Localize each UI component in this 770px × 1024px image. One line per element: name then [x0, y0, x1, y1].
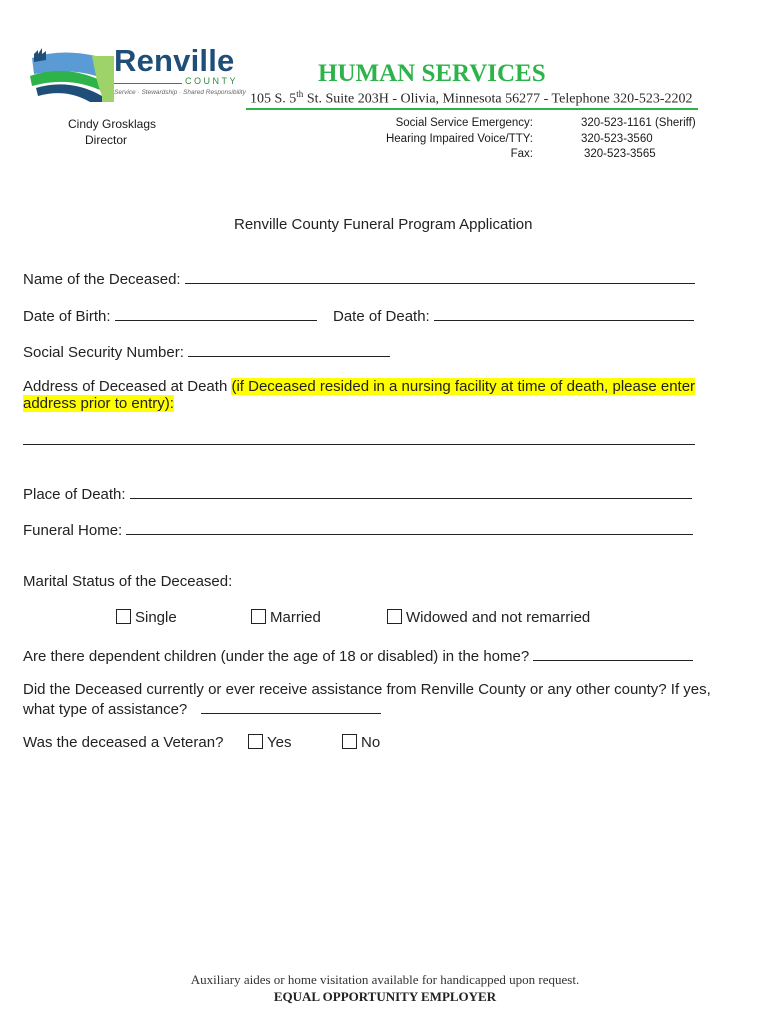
contact-value-emergency: 320-523-1161 (Sheriff) [581, 117, 696, 129]
married-label: Married [270, 609, 321, 626]
married-checkbox[interactable] [251, 609, 266, 624]
logo-tagline: Service · Stewardship · Shared Responsibility [114, 89, 246, 96]
single-checkbox[interactable] [116, 609, 131, 624]
dob-row [23, 306, 317, 325]
ssn-row [23, 342, 390, 361]
contact-label-tty: Hearing Impaired Voice/TTY: [385, 133, 533, 145]
address-label: Address of Deceased at Death [23, 378, 232, 395]
funeral-home-row [23, 520, 693, 539]
veteran-no-label: No [361, 734, 381, 751]
veteran-yes-checkbox[interactable] [248, 734, 263, 749]
ssn-field[interactable] [188, 342, 390, 357]
address-label-row [23, 378, 695, 395]
contact-label-emergency: Social Service Emergency: [395, 117, 533, 129]
children-question: Are there dependent children (under the age of 18 or disabled) in the home? [23, 648, 530, 665]
department-title: HUMAN SERVICES [318, 60, 546, 87]
landscape-logo-icon [30, 46, 114, 102]
logo-rule [114, 83, 182, 84]
veteran-no-checkbox[interactable] [342, 734, 357, 749]
assistance-type-row [23, 699, 381, 718]
director-title: Director [85, 133, 128, 147]
funeral-home-field[interactable] [126, 520, 693, 535]
deceased-name-field[interactable] [185, 269, 695, 284]
deceased-name-label: Name of the Deceased: [23, 271, 181, 288]
children-row [23, 646, 693, 665]
assistance-type-label: what type of assistance? [23, 701, 188, 718]
deceased-name-row [23, 269, 695, 288]
address-note-highlight-2: address prior to entry): [23, 395, 174, 412]
dob-field[interactable] [115, 306, 317, 321]
county-logo [30, 43, 246, 104]
assistance-type-field[interactable] [201, 699, 381, 714]
director-name: Cindy Grosklags [68, 117, 157, 131]
logo-title: Renville [114, 43, 235, 78]
single-label: Single [135, 609, 177, 626]
place-of-death-field[interactable] [130, 484, 692, 499]
dod-row [333, 306, 694, 325]
footer-eoe: EQUAL OPPORTUNITY EMPLOYER [273, 989, 497, 1004]
marital-status-label: Marital Status of the Deceased: [23, 573, 233, 590]
veteran-question: Was the deceased a Veteran? [23, 734, 224, 751]
dod-label: Date of Death: [333, 308, 430, 325]
children-field[interactable] [533, 646, 693, 661]
dod-field[interactable] [434, 306, 694, 321]
assistance-question: Did the Deceased currently or ever receive assistance from Renville County or any other county? If yes, [23, 681, 711, 698]
address-label-row-2 [23, 395, 174, 412]
form-title: Renville County Funeral Program Application [234, 216, 533, 233]
footer-accessibility-note: Auxiliary aides or home visitation available for handicapped upon request. [190, 972, 580, 987]
department-address: 105 S. 5th St. Suite 203H - Olivia, Minnesota 56277 - Telephone 320-523-2202 [250, 89, 693, 107]
address-field[interactable] [23, 444, 695, 445]
contact-value-fax: 320-523-3565 [584, 148, 656, 160]
contact-label-fax: Fax: [510, 148, 533, 160]
contact-value-tty: 320-523-3560 [581, 133, 653, 145]
widowed-checkbox[interactable] [387, 609, 402, 624]
widowed-label: Widowed and not remarried [406, 609, 591, 626]
ssn-label: Social Security Number: [23, 344, 184, 361]
veteran-yes-label: Yes [267, 734, 292, 751]
dob-label: Date of Birth: [23, 308, 111, 325]
logo-subtitle: COUNTY [185, 76, 238, 86]
funeral-home-label: Funeral Home: [23, 522, 123, 539]
place-of-death-row [23, 484, 692, 503]
header-divider [246, 108, 698, 110]
place-of-death-label: Place of Death: [23, 486, 126, 503]
address-note-highlight: (if Deceased resided in a nursing facility at time of death, please enter [231, 378, 696, 395]
